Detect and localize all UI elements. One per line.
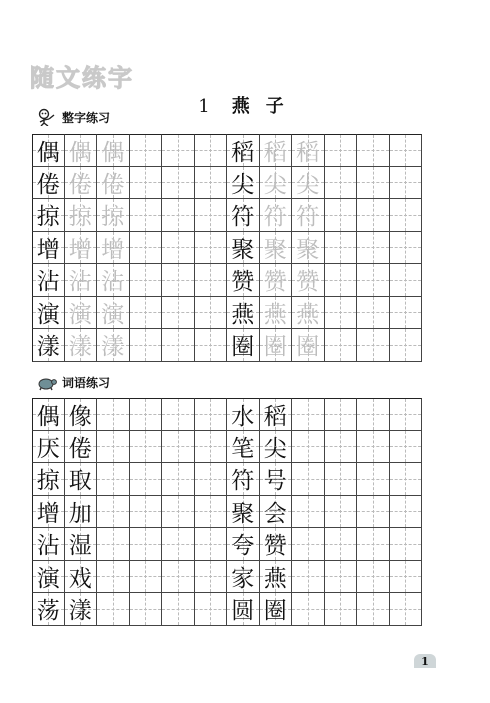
trace-character: 燕 [263, 301, 287, 328]
grid-cell [162, 528, 195, 561]
grid-cell [130, 593, 163, 626]
grid-cell [325, 329, 358, 362]
turtle-mascot-icon [36, 373, 58, 391]
lesson-title-char: 子 [265, 96, 284, 117]
grid-cell [32, 561, 65, 594]
grid-row [32, 297, 438, 330]
grid-cell [195, 329, 228, 362]
grid-cell [195, 496, 228, 529]
grid-cell [227, 593, 260, 626]
grid-cell [130, 463, 163, 496]
grid-cell [357, 232, 390, 265]
trace-character: 增 [68, 236, 92, 263]
grid-cell [325, 232, 358, 265]
grid-cell [325, 463, 358, 496]
grid-cell [325, 431, 358, 464]
grid-cell [32, 431, 65, 464]
grid-row [32, 593, 438, 626]
grid-cell [97, 167, 130, 200]
grid-cell [32, 264, 65, 297]
trace-character: 赞 [263, 269, 287, 296]
grid-cell [357, 134, 390, 167]
grid-cell [195, 593, 228, 626]
lesson-title-char: 燕 [231, 96, 250, 117]
grid-cell [227, 264, 260, 297]
grid-cell [390, 528, 423, 561]
section-word-practice [36, 371, 110, 393]
grid-row [32, 199, 438, 232]
grid-cell [65, 528, 98, 561]
grid-cell [97, 561, 130, 594]
grid-cell [65, 134, 98, 167]
grid-cell [260, 398, 293, 431]
practice-character: 演 [36, 565, 60, 592]
practice-character: 倦 [36, 171, 60, 198]
trace-character: 稻 [296, 139, 320, 166]
practice-character: 演 [36, 301, 60, 328]
trace-character: 圈 [263, 334, 287, 361]
grid-cell [162, 232, 195, 265]
grid-cell [227, 463, 260, 496]
grid-cell [65, 496, 98, 529]
grid-cell [162, 264, 195, 297]
trace-character: 掠 [68, 204, 92, 231]
practice-character: 湿 [68, 533, 92, 560]
practice-character: 增 [36, 500, 60, 527]
grid-cell [32, 593, 65, 626]
grid-cell [195, 232, 228, 265]
grid-cell [325, 134, 358, 167]
practice-character: 稻 [263, 403, 287, 430]
trace-character: 聚 [296, 236, 320, 263]
page-header-title: 随文练字 [30, 64, 134, 92]
grid-cell [227, 297, 260, 330]
grid-cell [357, 593, 390, 626]
grid-cell [32, 199, 65, 232]
section-label: 整字练习 [62, 110, 111, 125]
practice-character: 漾 [36, 334, 60, 361]
grid-cell [130, 561, 163, 594]
grid-cell [260, 463, 293, 496]
grid-cell [65, 329, 98, 362]
grid-cell [357, 264, 390, 297]
grid-cell [130, 398, 163, 431]
practice-character: 厌 [36, 435, 60, 462]
grid-cell [162, 398, 195, 431]
grid-cell [390, 329, 423, 362]
grid-cell [357, 398, 390, 431]
practice-character: 燕 [263, 565, 287, 592]
practice-character: 沾 [36, 533, 60, 560]
practice-character: 掠 [36, 204, 60, 231]
grid-cell [65, 463, 98, 496]
practice-character: 尖 [231, 171, 255, 198]
grid-cell [162, 431, 195, 464]
trace-character: 演 [68, 301, 92, 328]
trace-character: 符 [296, 204, 320, 231]
practice-character: 赞 [263, 533, 287, 560]
grid-cell [357, 496, 390, 529]
page-number: 1 [414, 654, 436, 668]
grid-cell [130, 528, 163, 561]
grid-cell [292, 528, 325, 561]
grid-cell [325, 264, 358, 297]
practice-character: 戏 [68, 565, 92, 592]
grid-cell [292, 463, 325, 496]
grid-cell [32, 398, 65, 431]
grid-cell [162, 167, 195, 200]
grid-cell [65, 593, 98, 626]
trace-character: 倦 [68, 171, 92, 198]
grid-cell [357, 561, 390, 594]
grid-row [32, 329, 438, 362]
grid-cell [357, 167, 390, 200]
grid-cell [260, 561, 293, 594]
grid-cell [260, 329, 293, 362]
grid-cell [65, 264, 98, 297]
grid-cell [195, 431, 228, 464]
grid-cell [292, 232, 325, 265]
grid-cell [195, 264, 228, 297]
grid-cell [65, 232, 98, 265]
grid-cell [325, 167, 358, 200]
grid-row [32, 431, 438, 464]
grid-cell [32, 329, 65, 362]
grid-cell [97, 232, 130, 265]
grid-row [32, 496, 438, 529]
char-practice-grid [32, 134, 438, 362]
lesson-number: 1 [198, 96, 210, 117]
grid-cell [227, 199, 260, 232]
practice-character: 加 [68, 500, 92, 527]
grid-cell [97, 431, 130, 464]
trace-character: 偶 [68, 139, 92, 166]
grid-cell [162, 134, 195, 167]
grid-cell [227, 134, 260, 167]
grid-cell [292, 496, 325, 529]
grid-row [32, 528, 438, 561]
grid-cell [195, 561, 228, 594]
practice-character: 掠 [36, 468, 60, 495]
grid-cell [97, 329, 130, 362]
grid-cell [97, 297, 130, 330]
grid-cell [260, 528, 293, 561]
practice-character: 偶 [36, 403, 60, 430]
grid-cell [292, 134, 325, 167]
grid-cell [292, 593, 325, 626]
practice-character: 聚 [231, 500, 255, 527]
practice-character: 偶 [36, 139, 60, 166]
grid-cell [65, 167, 98, 200]
grid-cell [292, 167, 325, 200]
grid-cell [260, 496, 293, 529]
section-label: 词语练习 [62, 375, 111, 390]
grid-cell [97, 264, 130, 297]
practice-character: 家 [231, 565, 255, 592]
trace-character: 漾 [101, 334, 125, 361]
grid-cell [65, 297, 98, 330]
grid-cell [325, 593, 358, 626]
grid-cell [130, 232, 163, 265]
practice-character: 取 [68, 468, 92, 495]
grid-cell [195, 134, 228, 167]
grid-row [32, 398, 438, 431]
grid-cell [65, 561, 98, 594]
grid-cell [97, 528, 130, 561]
grid-cell [292, 431, 325, 464]
practice-character: 会 [263, 500, 287, 527]
grid-cell [390, 264, 423, 297]
grid-row [32, 561, 438, 594]
grid-cell [390, 134, 423, 167]
trace-character: 增 [101, 236, 125, 263]
practice-character: 尖 [263, 435, 287, 462]
grid-cell [260, 431, 293, 464]
grid-cell [130, 329, 163, 362]
trace-character: 偶 [101, 139, 125, 166]
grid-cell [390, 232, 423, 265]
practice-character: 燕 [231, 301, 255, 328]
grid-cell [227, 431, 260, 464]
practice-character: 圈 [231, 334, 255, 361]
grid-cell [292, 561, 325, 594]
grid-cell [162, 329, 195, 362]
trace-character: 圈 [296, 334, 320, 361]
grid-cell [390, 593, 423, 626]
grid-cell [292, 297, 325, 330]
practice-character: 漾 [68, 598, 92, 625]
grid-cell [227, 398, 260, 431]
grid-cell [325, 297, 358, 330]
grid-cell [357, 463, 390, 496]
grid-cell [65, 398, 98, 431]
grid-row [32, 167, 438, 200]
grid-cell [32, 528, 65, 561]
grid-cell [390, 398, 423, 431]
grid-cell [390, 463, 423, 496]
practice-character: 倦 [68, 435, 92, 462]
grid-cell [32, 167, 65, 200]
grid-cell [97, 496, 130, 529]
tiger-mascot-icon [36, 108, 58, 126]
practice-character: 沾 [36, 269, 60, 296]
trace-character: 掠 [101, 204, 125, 231]
grid-cell [195, 528, 228, 561]
practice-character: 笔 [231, 435, 255, 462]
grid-cell [325, 398, 358, 431]
grid-cell [260, 199, 293, 232]
grid-cell [97, 593, 130, 626]
grid-cell [65, 199, 98, 232]
grid-cell [130, 199, 163, 232]
grid-cell [32, 134, 65, 167]
grid-row [32, 264, 438, 297]
grid-cell [97, 398, 130, 431]
practice-character: 符 [231, 468, 255, 495]
practice-character: 赞 [231, 269, 255, 296]
grid-cell [130, 496, 163, 529]
practice-character: 荡 [36, 598, 60, 625]
practice-character: 符 [231, 204, 255, 231]
grid-cell [357, 528, 390, 561]
grid-cell [260, 593, 293, 626]
trace-character: 稻 [263, 139, 287, 166]
grid-cell [130, 134, 163, 167]
grid-cell [292, 264, 325, 297]
grid-cell [65, 431, 98, 464]
grid-cell [195, 463, 228, 496]
grid-cell [390, 561, 423, 594]
practice-character: 圆 [231, 598, 255, 625]
grid-cell [32, 496, 65, 529]
grid-cell [195, 398, 228, 431]
grid-cell [260, 167, 293, 200]
trace-character: 符 [263, 204, 287, 231]
grid-row [32, 134, 438, 167]
grid-cell [227, 232, 260, 265]
section-char-practice [36, 106, 110, 128]
grid-cell [227, 561, 260, 594]
practice-character: 稻 [231, 139, 255, 166]
grid-cell [162, 297, 195, 330]
trace-character: 沾 [68, 269, 92, 296]
trace-character: 漾 [68, 334, 92, 361]
grid-cell [97, 134, 130, 167]
grid-cell [227, 496, 260, 529]
grid-cell [357, 199, 390, 232]
grid-cell [130, 297, 163, 330]
grid-cell [390, 496, 423, 529]
grid-cell [260, 297, 293, 330]
practice-character: 增 [36, 236, 60, 263]
grid-row [32, 232, 438, 265]
grid-cell [227, 167, 260, 200]
grid-cell [162, 199, 195, 232]
grid-cell [390, 297, 423, 330]
trace-character: 演 [101, 301, 125, 328]
grid-cell [227, 528, 260, 561]
practice-character: 聚 [231, 236, 255, 263]
grid-cell [97, 199, 130, 232]
grid-cell [227, 329, 260, 362]
grid-row [32, 463, 438, 496]
grid-cell [357, 297, 390, 330]
grid-cell [97, 463, 130, 496]
grid-cell [32, 232, 65, 265]
grid-cell [325, 561, 358, 594]
grid-cell [325, 496, 358, 529]
practice-character: 号 [263, 468, 287, 495]
grid-cell [195, 297, 228, 330]
grid-cell [260, 134, 293, 167]
grid-cell [325, 528, 358, 561]
grid-cell [292, 398, 325, 431]
trace-character: 赞 [296, 269, 320, 296]
practice-character: 圈 [263, 598, 287, 625]
grid-cell [390, 167, 423, 200]
trace-character: 沾 [101, 269, 125, 296]
trace-character: 聚 [263, 236, 287, 263]
grid-cell [130, 167, 163, 200]
grid-cell [390, 199, 423, 232]
grid-cell [130, 431, 163, 464]
grid-cell [32, 463, 65, 496]
grid-cell [325, 199, 358, 232]
trace-character: 尖 [263, 171, 287, 198]
grid-cell [292, 329, 325, 362]
grid-cell [292, 199, 325, 232]
word-practice-grid [32, 398, 438, 626]
trace-character: 倦 [101, 171, 125, 198]
grid-cell [130, 264, 163, 297]
grid-cell [357, 431, 390, 464]
practice-character: 水 [231, 403, 255, 430]
grid-cell [195, 167, 228, 200]
grid-cell [390, 431, 423, 464]
grid-cell [260, 232, 293, 265]
grid-cell [162, 496, 195, 529]
grid-cell [195, 199, 228, 232]
grid-cell [32, 297, 65, 330]
practice-character: 夸 [231, 533, 255, 560]
grid-cell [357, 329, 390, 362]
trace-character: 燕 [296, 301, 320, 328]
grid-cell [162, 593, 195, 626]
practice-character: 像 [68, 403, 92, 430]
grid-cell [162, 463, 195, 496]
grid-cell [162, 561, 195, 594]
trace-character: 尖 [296, 171, 320, 198]
grid-cell [260, 264, 293, 297]
